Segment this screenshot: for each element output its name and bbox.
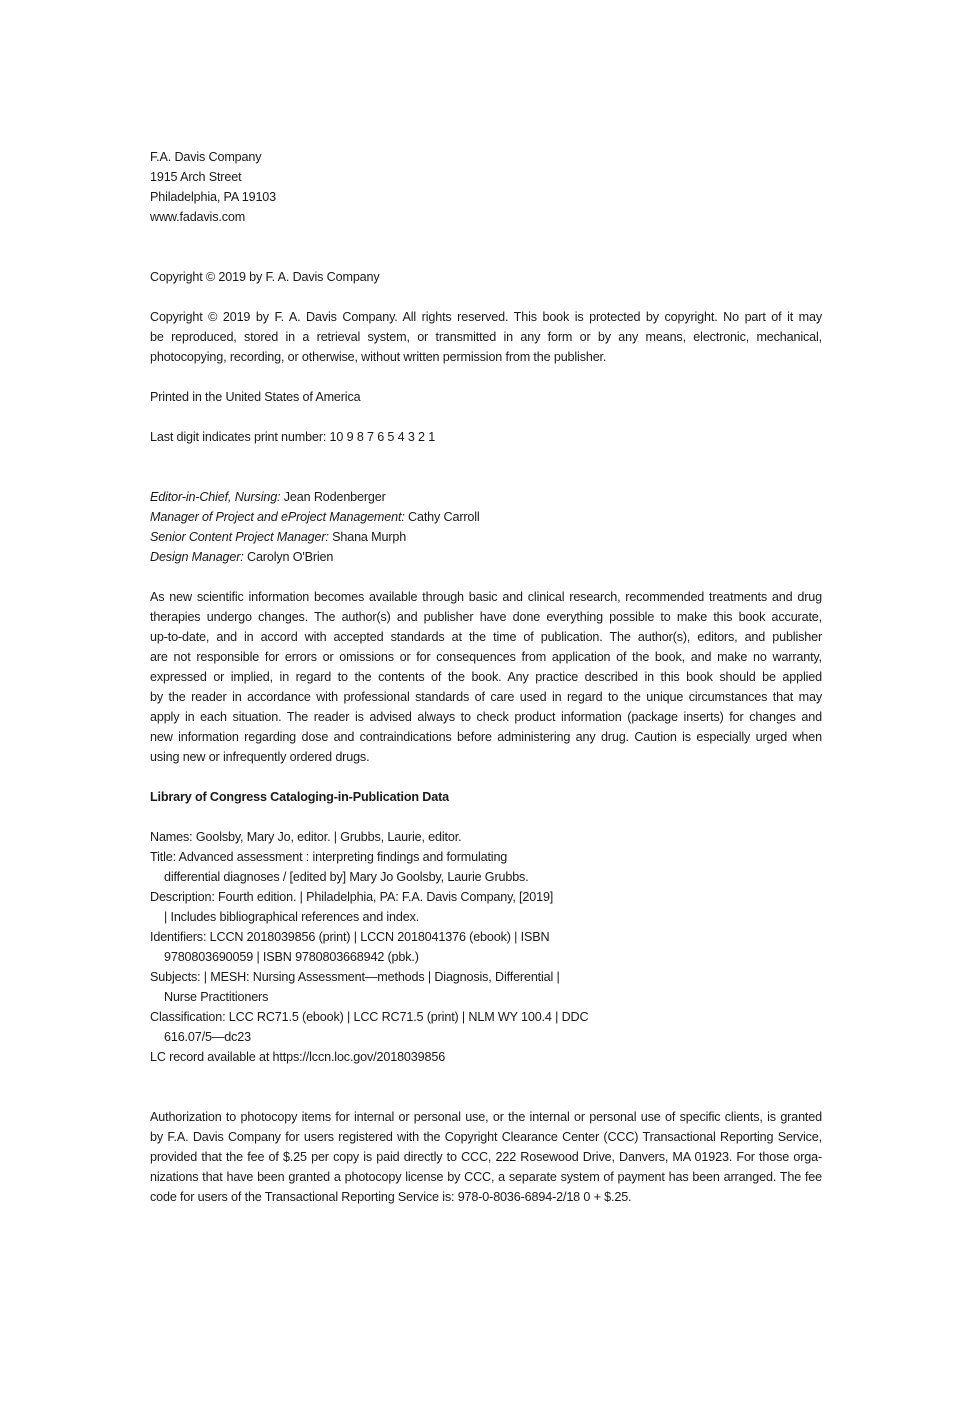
cip-heading-block [150,787,822,807]
publisher-name: F.A. Davis Company [150,150,262,164]
publisher-street: 1915 Arch Street [150,170,242,184]
staff-list [150,487,822,567]
disclaimer-line: up-to-date, and in accord with accepted standards at the time of publication. The author(s), editors, and publisher [150,630,822,644]
staff-name: Cathy Carroll [404,510,480,524]
disclaimer-line: are not responsible for errors or omissions or for consequences from application of the book, and make no warranty, [150,650,822,664]
disclaimer-line: expressed or implied, in regard to the contents of the book. Any practice described in this book should be applied [150,670,822,684]
cip-line: Identifiers: LCCN 2018039856 (print) | LCCN 2018041376 (ebook) | ISBN [150,930,550,944]
cip-heading: Library of Congress Cataloging-in-Publication Data [150,790,449,804]
cip-line: Classification: LCC RC71.5 (ebook) | LCC RC71.5 (print) | NLM WY 100.4 | DDC [150,1010,589,1024]
disclaimer-line: apply in each situation. The reader is advised always to check product information (package inserts) for changes and [150,710,822,724]
staff-role: Manager of Project and eProject Management: [150,510,405,524]
authorization-line: nizations that have been granted a photocopy license by CCC, a separate system of payment has been arranged. The fee [150,1170,822,1184]
disclaimer-paragraph [150,587,822,767]
cip-line: LC record available at https://lccn.loc.gov/2018039856 [150,1050,446,1064]
cip-data [150,827,822,1067]
print-number: Last digit indicates print number: 10 9 8 7 6 5 4 3 2 1 [150,430,436,444]
copyright-line: Copyright © 2019 by F. A. Davis Company [150,270,380,284]
authorization-line: code for users of the Transactional Reporting Service is: 978-0-8036-6894-2/18 0 + $.25. [150,1190,632,1204]
staff-entry [150,487,822,507]
cip-line: 616.07/5—dc23 [164,1030,251,1044]
printed-in: Printed in the United States of America [150,390,361,404]
cip-line: differential diagnoses / [edited by] Mary Jo Goolsby, Laurie Grubbs. [164,870,529,884]
authorization-line: Authorization to photocopy items for internal or personal use, or the internal or personal use of specific clients, is granted [150,1110,822,1124]
copyright-line-block [150,267,822,287]
publisher-city: Philadelphia, PA 19103 [150,190,277,204]
disclaimer-line: therapies undergo changes. The author(s) and publisher have done everything possible to make this book accurate, [150,610,822,624]
authorization-paragraph [150,1107,822,1207]
staff-entry [150,507,822,527]
publisher-website: www.fadavis.com [150,210,246,224]
cip-line: Nurse Practitioners [164,990,269,1004]
disclaimer-line: by the reader in accordance with professional standards of care used in regard to the unique circumstances that may [150,690,822,704]
disclaimer-line: new information regarding dose and contraindications before administering any drug. Caution is especially urged when [150,730,822,744]
staff-name: Jean Rodenberger [280,490,386,504]
copyright-page [150,147,822,1207]
staff-name: Carolyn O'Brien [243,550,334,564]
rights-line: photocopying, recording, or otherwise, without written permission from the publisher. [150,350,607,364]
authorization-line: by F.A. Davis Company for users registered with the Copyright Clearance Center (CCC) Transactional Reporting Service, [150,1130,822,1144]
disclaimer-line: As new scientific information becomes available through basic and clinical research, recommended treatments and drug [150,590,822,604]
staff-role: Design Manager: [150,550,244,564]
authorization-line: provided that the fee of $.25 per copy is paid directly to CCC, 222 Rosewood Drive, Danvers, MA 01923. For those orga- [150,1150,822,1164]
cip-line: Title: Advanced assessment : interpreting findings and formulating [150,850,508,864]
cip-line: Names: Goolsby, Mary Jo, editor. | Grubbs, Laurie, editor. [150,830,462,844]
publisher-address [150,147,822,227]
staff-role: Senior Content Project Manager: [150,530,329,544]
staff-entry [150,547,822,567]
cip-line: | Includes bibliographical references and index. [164,910,420,924]
rights-line: be reproduced, stored in a retrieval system, or transmitted in any form or by any means, electronic, mechanical, [150,330,822,344]
staff-role: Editor-in-Chief, Nursing: [150,490,281,504]
printed-in-block [150,387,822,407]
rights-line: Copyright © 2019 by F. A. Davis Company. All rights reserved. This book is protected by copyright. No part of it may [150,310,822,324]
print-number-block [150,427,822,447]
rights-paragraph [150,307,822,367]
staff-name: Shana Murph [328,530,407,544]
cip-line: Subjects: | MESH: Nursing Assessment—methods | Diagnosis, Differential | [150,970,560,984]
cip-line: 9780803690059 | ISBN 9780803668942 (pbk.) [164,950,419,964]
cip-line: Description: Fourth edition. | Philadelphia, PA: F.A. Davis Company, [2019] [150,890,554,904]
disclaimer-line: using new or infrequently ordered drugs. [150,750,370,764]
staff-entry [150,527,822,547]
